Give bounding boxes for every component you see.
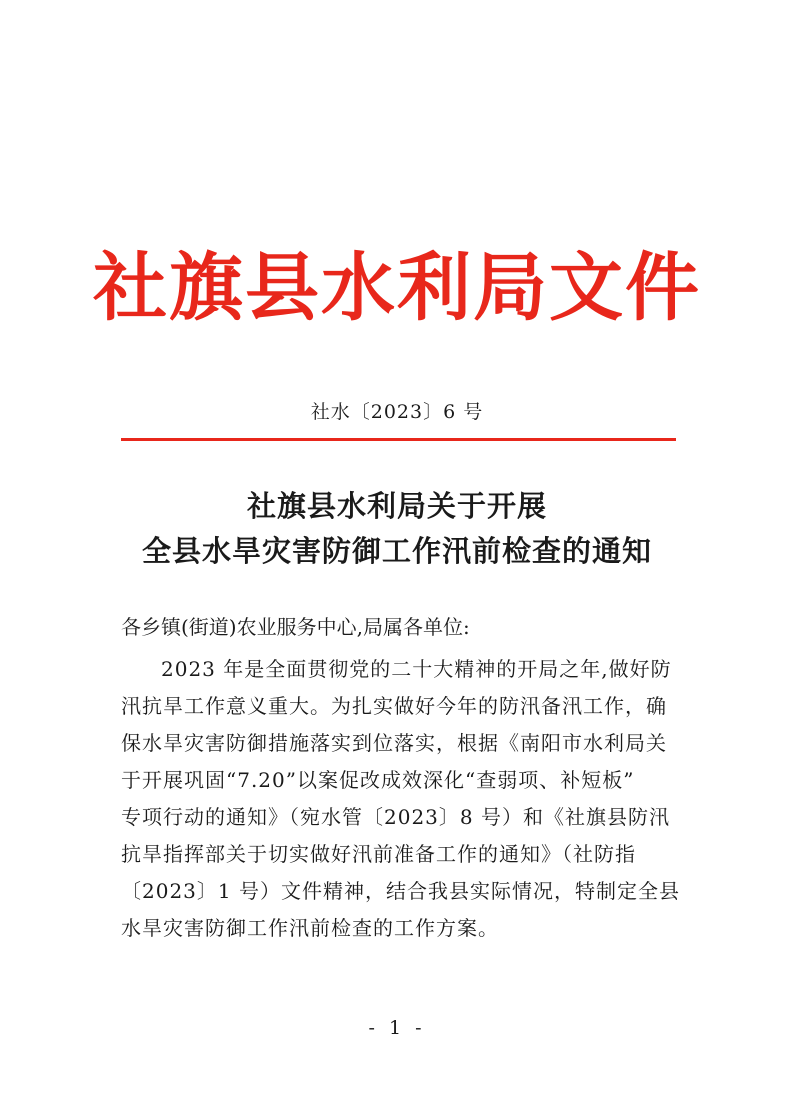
- body-line: 2023 年是全面贯彻党的二十大精神的开局之年,做好防: [161, 657, 672, 681]
- body-line: 专项行动的通知》（宛水管〔2023〕8 号）和《社旗县防汛: [121, 805, 670, 829]
- document-number: 社水〔2023〕6 号: [310, 401, 484, 423]
- body-line: 保水旱灾害防御措施落实到位落实，根据《南阳市水利局关: [121, 731, 667, 755]
- body-line: 抗旱指挥部关于切实做好汛前准备工作的通知》（社防指: [121, 842, 636, 866]
- document-header-title: 社旗县水利局文件: [93, 245, 701, 331]
- body-line: 汛抗旱工作意义重大。为扎实做好今年的防汛备汛工作，确: [121, 694, 667, 718]
- notice-title-line-2: 全县水旱灾害防御工作汛前检查的通知: [141, 534, 652, 568]
- notice-title: [0, 484, 794, 574]
- salutation: 各乡镇(街道)农业服务中心,局属各单位:: [121, 615, 470, 639]
- body-line: 〔2023〕1 号）文件精神，结合我县实际情况，特制定全县: [121, 879, 680, 903]
- body-paragraph: [121, 651, 681, 947]
- body-line: 于开展巩固“7.20”以案促改成效深化“查弱项、补短板”: [121, 768, 635, 792]
- page-number: - 1 -: [368, 1017, 426, 1039]
- red-divider-line: [121, 438, 676, 441]
- notice-title-line-1: 社旗县水利局关于开展: [246, 489, 547, 523]
- body-line: 水旱灾害防御工作汛前检查的工作方案。: [121, 916, 499, 940]
